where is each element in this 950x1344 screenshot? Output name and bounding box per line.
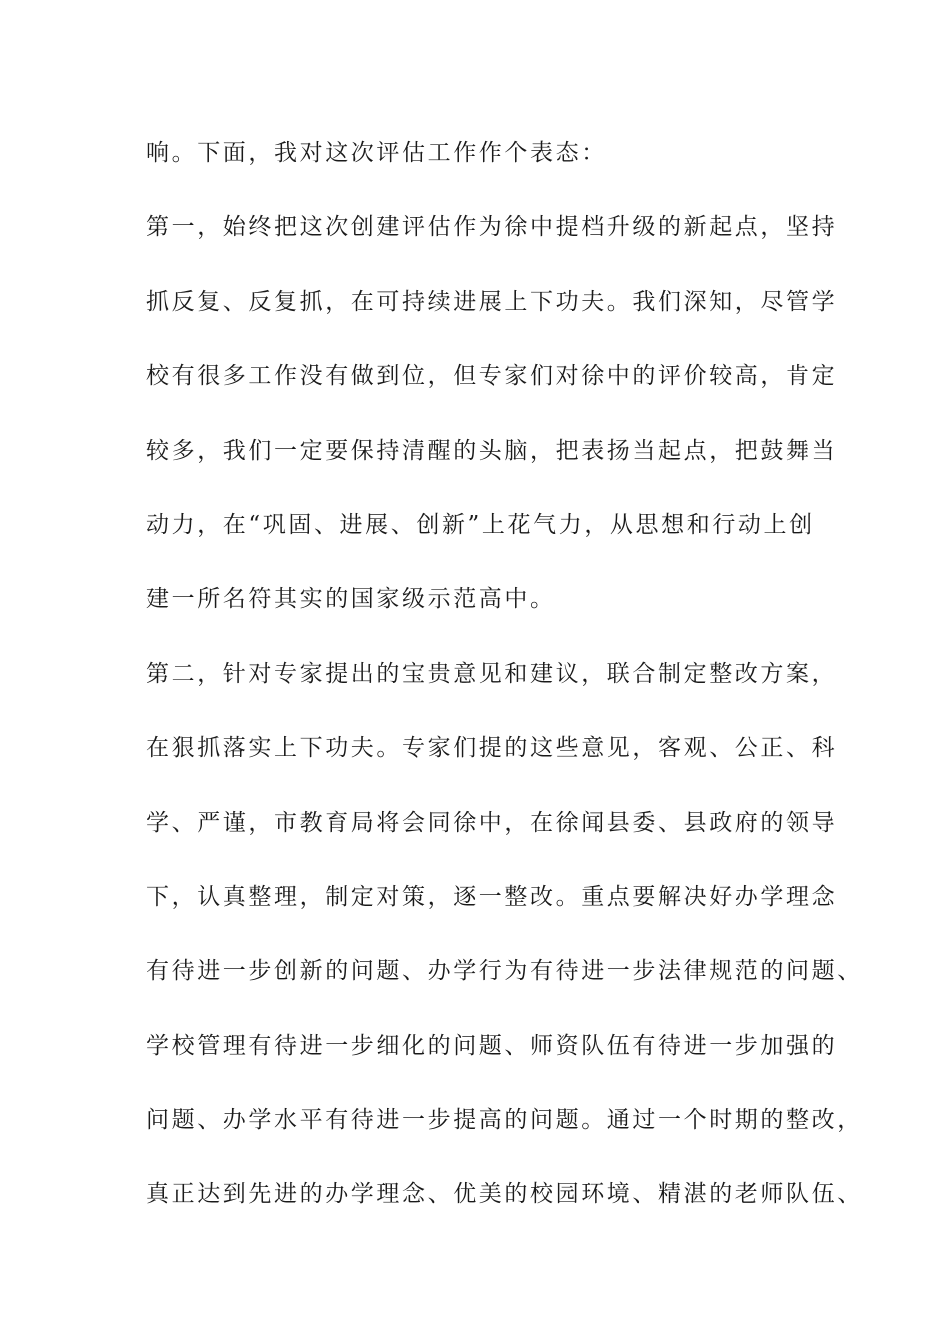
text-line: 有待进一步创新的问题、办学行为有待进一步法律规范的问题、 (146, 958, 863, 985)
text-line: 下，认真整理，制定对策，逐一整改。重点要解决好办学理念 (146, 883, 838, 910)
text-line: 较多，我们一定要保持清醒的头脑，把表扬当起点，把鼓舞当 (146, 437, 838, 464)
text-line: 学校管理有待进一步细化的问题、师资队伍有待进一步加强的 (146, 1032, 838, 1059)
text-line: 第二，针对专家提出的宝贵意见和建议，联合制定整改方案， (146, 660, 838, 687)
text-line: 问题、办学水平有待进一步提高的问题。通过一个时期的整改， (146, 1107, 863, 1134)
text-line: 校有很多工作没有做到位，但专家们对徐中的评价较高，肯定 (146, 363, 838, 390)
body-text (146, 128, 863, 1244)
text-line: 抓反复、反复抓，在可持续进展上下功夫。我们深知，尽管学 (146, 288, 838, 315)
text-line: 真正达到先进的办学理念、优美的校园环境、精湛的老师队伍、 (146, 1181, 863, 1208)
text-line: 在狠抓落实上下功夫。专家们提的这些意见，客观、公正、科 (146, 735, 838, 762)
text-line: 动力，在“巩固、进展、创新”上花气力，从思想和行动上创 (146, 511, 815, 538)
text-line: 响。下面，我对这次评估工作作个表态： (146, 140, 607, 166)
text-line: 第一，始终把这次创建评估作为徐中提档升级的新起点，坚持 (146, 214, 838, 241)
text-line: 建一所名符其实的国家级示范高中。 (146, 586, 556, 613)
text-line: 学、严谨，市教育局将会同徐中，在徐闻县委、县政府的领导 (146, 809, 838, 836)
